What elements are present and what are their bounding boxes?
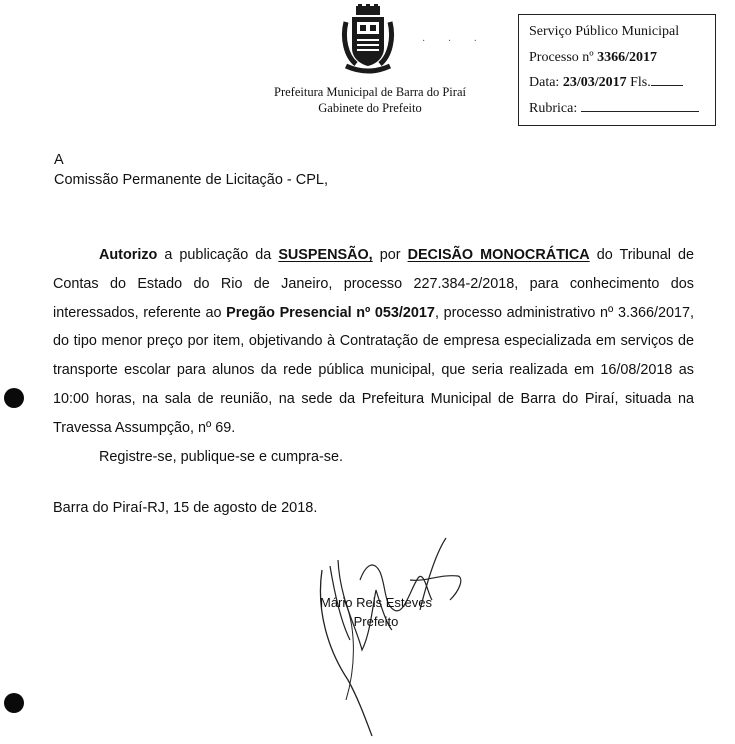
authorize-word: Autorizo: [99, 247, 158, 263]
protocol-stamp: [518, 14, 716, 126]
signer-title: Prefeito: [353, 614, 399, 629]
process-number: 3366/2017: [597, 49, 658, 65]
handwritten-signature: [300, 530, 480, 740]
org-office: Gabinete do Prefeito: [318, 101, 422, 115]
addressee: [54, 150, 328, 190]
signer-block: [300, 593, 452, 631]
body-paragraph-2: Registre-se, publique-se e cumpra-se.: [99, 448, 343, 465]
addressee-prefix: A: [54, 152, 64, 168]
suspension-term: SUSPENSÃO,: [278, 247, 373, 263]
date-value: 23/03/2017: [562, 75, 627, 90]
municipal-crest-icon: [340, 4, 396, 76]
stamp-title: Serviço Público Municipal: [529, 24, 680, 39]
punch-hole: [4, 693, 24, 713]
decorative-dots: · · ·: [422, 36, 487, 47]
decision-term: DECISÃO MONOCRÁTICA: [407, 247, 590, 263]
process-label: Processo nº: [529, 49, 594, 65]
stamp-rubrica: [529, 96, 705, 122]
addressee-name: Comissão Permanente de Licitação - CPL,: [54, 172, 329, 188]
letterhead: [235, 84, 505, 116]
punch-hole: [4, 388, 24, 408]
rubrica-blank: [581, 97, 699, 112]
place-date: Barra do Piraí-RJ, 15 de agosto de 2018.: [53, 500, 318, 516]
fls-label: Fls.: [630, 75, 651, 90]
body-paragraph-1: Autorizo a publicação da SUSPENSÃO, por DECISÃO MONOCRÁTICA do Tribunal de Contas do Estado do Rio de Janeiro, processo 227.384-2/2018, para conhecimento dos interessados, referente ao Pregão Presencial nº 053/2017, processo administrativo nº 3.366/2017, do tipo menor preço por item, objetivando à Contratação de empresa especializada em serviços de transporte escolar para alunos da rede pública municipal, que seria realizada em 16/08/2018 as 10:00 horas, na sala de reunião, na sede da Prefeitura Municipal de Barra do Piraí, situada na Travessa Assumpção, nº 69.: [53, 247, 694, 436]
stamp-date: [529, 70, 705, 96]
letter-body: [53, 241, 694, 471]
signer-name: Mário Reis Esteves: [320, 595, 432, 610]
date-label: Data:: [529, 75, 560, 90]
tender-reference: Pregão Presencial nº 053/2017: [226, 304, 435, 321]
rubrica-label: Rubrica:: [529, 100, 578, 116]
org-name: Prefeitura Municipal de Barra do Piraí: [274, 85, 466, 99]
fls-blank: [651, 71, 683, 86]
stamp-process: [529, 45, 705, 71]
